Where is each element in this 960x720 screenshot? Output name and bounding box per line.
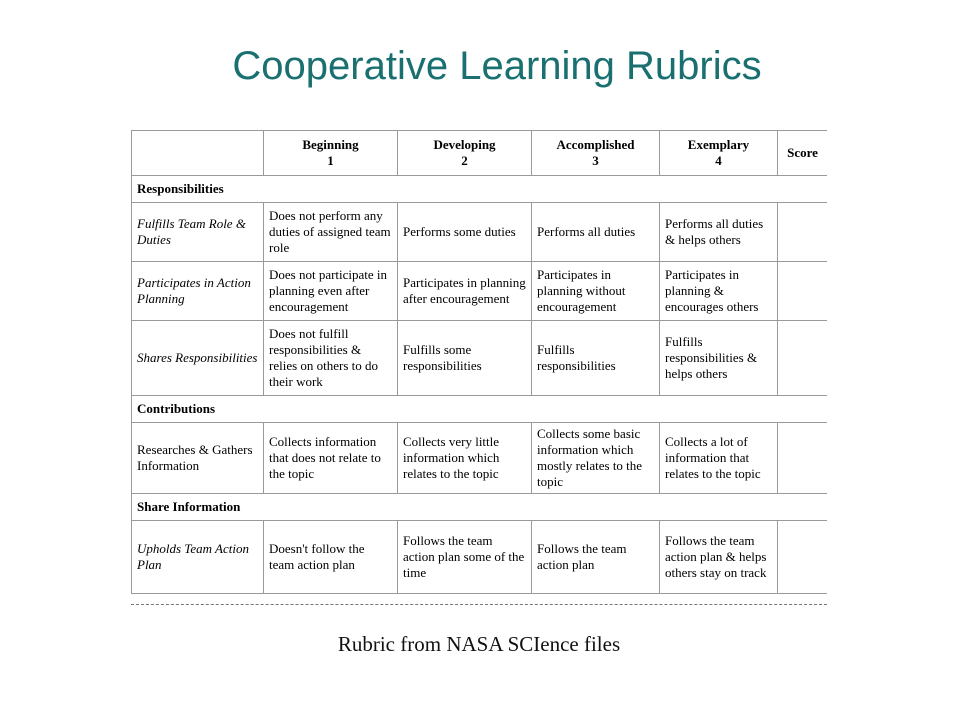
rubric-cell: Performs all duties & helps others xyxy=(660,203,778,262)
slide-title: Cooperative Learning Rubrics xyxy=(232,44,762,88)
rubric-table-container xyxy=(131,130,827,605)
table-row xyxy=(132,262,827,321)
rubric-cell: Fulfills some responsibilities xyxy=(398,321,532,396)
section-row-share-information xyxy=(132,494,827,521)
rubric-cell: Fulfills responsibilities xyxy=(532,321,660,396)
header-level-developing: Developing 2 xyxy=(398,131,532,176)
rubric-cell: Does not perform any duties of assigned team role xyxy=(264,203,398,262)
rubric-cell: Collects information that does not relate to the topic xyxy=(264,423,398,494)
rubric-cell: Does not participate in planning even after encouragement xyxy=(264,262,398,321)
criterion-cell: Shares Responsibilities xyxy=(132,321,264,396)
rubric-cell: Performs some duties xyxy=(398,203,532,262)
header-row xyxy=(132,131,827,176)
header-level-accomplished: Accomplished 3 xyxy=(532,131,660,176)
rubric-cell: Performs all duties xyxy=(532,203,660,262)
score-cell xyxy=(778,521,827,594)
rubric-cell: Follows the team action plan some of the time xyxy=(398,521,532,594)
rubric-cell: Doesn't follow the team action plan xyxy=(264,521,398,594)
table-row xyxy=(132,321,827,396)
rubric-cell: Does not fulfill responsibilities & relies on others to do their work xyxy=(264,321,398,396)
slide-caption: Rubric from NASA SCIence files xyxy=(337,632,621,656)
rubric-cell: Follows the team action plan xyxy=(532,521,660,594)
table-row xyxy=(132,203,827,262)
section-row-contributions xyxy=(132,396,827,423)
score-cell xyxy=(778,321,827,396)
criterion-cell: Upholds Team Action Plan xyxy=(132,521,264,594)
header-score: Score xyxy=(778,131,827,176)
header-level-beginning: Beginning 1 xyxy=(264,131,398,176)
rubric-table xyxy=(131,130,827,594)
criterion-cell: Participates in Action Planning xyxy=(132,262,264,321)
rubric-cell: Collects very little information which relates to the topic xyxy=(398,423,532,494)
rubric-cell: Collects a lot of information that relates to the topic xyxy=(660,423,778,494)
rubric-cell: Follows the team action plan & helps others stay on track xyxy=(660,521,778,594)
table-bottom-dashed-line xyxy=(131,604,827,605)
section-row-responsibilities xyxy=(132,176,827,203)
header-level-exemplary: Exemplary 4 xyxy=(660,131,778,176)
section-title: Contributions xyxy=(132,396,827,423)
score-cell xyxy=(778,423,827,494)
rubric-cell: Collects some basic information which mostly relates to the topic xyxy=(532,423,660,494)
score-cell xyxy=(778,262,827,321)
section-title: Responsibilities xyxy=(132,176,827,203)
table-row xyxy=(132,521,827,594)
score-cell xyxy=(778,203,827,262)
rubric-cell: Participates in planning after encouragement xyxy=(398,262,532,321)
rubric-cell: Participates in planning without encouragement xyxy=(532,262,660,321)
rubric-cell: Participates in planning & encourages others xyxy=(660,262,778,321)
header-blank-cell xyxy=(132,131,264,176)
criterion-cell: Fulfills Team Role & Duties xyxy=(132,203,264,262)
rubric-cell: Fulfills responsibilities & helps others xyxy=(660,321,778,396)
section-title: Share Information xyxy=(132,494,827,521)
criterion-cell: Researches & Gathers Information xyxy=(132,423,264,494)
table-row xyxy=(132,423,827,494)
